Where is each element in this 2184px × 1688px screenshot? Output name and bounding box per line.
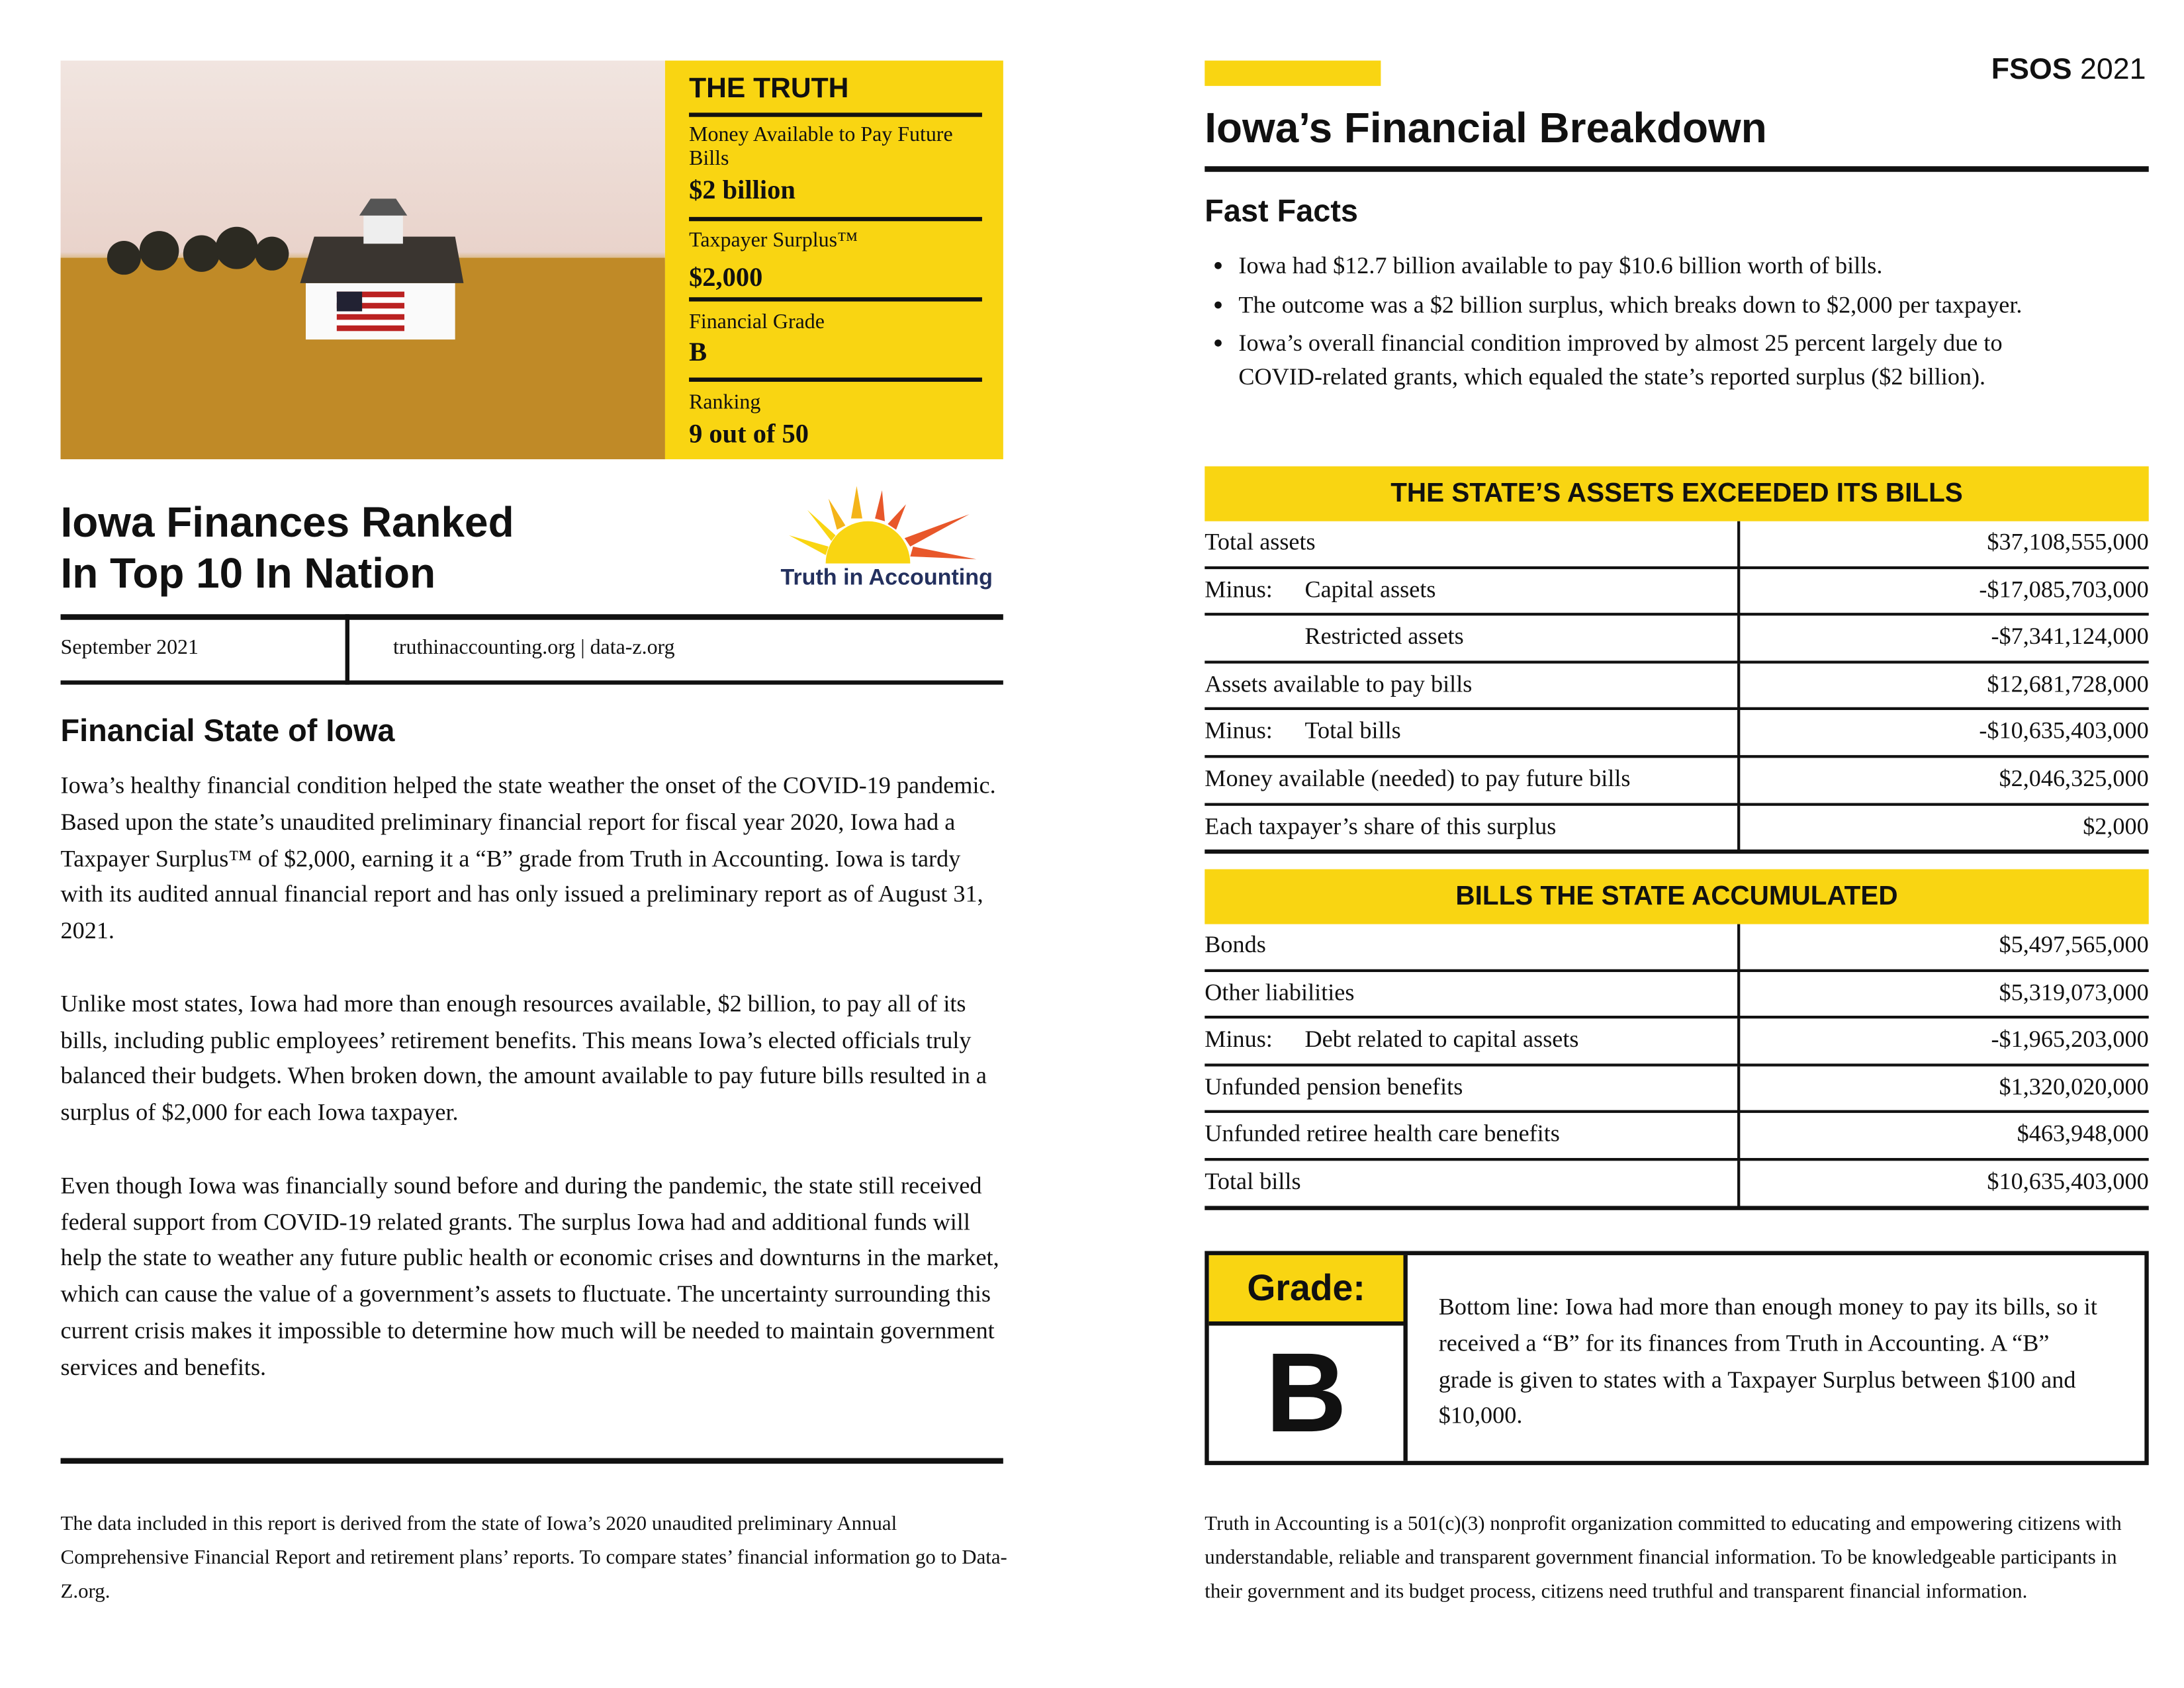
- divider: [689, 112, 982, 116]
- table-row: [1205, 971, 2148, 1019]
- title-line: In Top 10 In Nation: [60, 551, 436, 598]
- accent-bar: [1205, 61, 1381, 86]
- row-value: $1,320,020,000: [1999, 1073, 2149, 1100]
- column-divider: [1737, 971, 1740, 1019]
- assets-table-heading: THE STATE’S ASSETS EXCEEDED ITS BILLS: [1205, 466, 2148, 521]
- row-value: $5,497,565,000: [1999, 931, 2149, 958]
- divider: [1403, 1255, 1407, 1461]
- table-row: [1205, 568, 2148, 616]
- table-row: [1205, 711, 2148, 758]
- divider: [689, 378, 982, 382]
- bills-table: [1205, 869, 2148, 1210]
- paragraph: Iowa’s healthy financial condition helped the state weather the onset of the COVID-19 pandemic. Based upon the state’s unaudited preliminary financial report for fiscal year 2020, Iowa had a Taxpayer Surplus™ of $2,000, earning it a “B” grade from Truth in Accounting. Iowa is tardy with its audited annual financial report and has only issued a preliminary report as of August 31, 2021.: [60, 772, 996, 944]
- truth-value: B: [689, 337, 707, 368]
- divider: [61, 1458, 1003, 1464]
- row-label-text: Total bills: [1205, 1167, 1301, 1195]
- column-divider: [1737, 711, 1740, 758]
- divider: [1205, 166, 2148, 172]
- column-divider: [1737, 663, 1740, 711]
- truth-in-accounting-logo: [772, 479, 1006, 600]
- series-label: [1991, 54, 2146, 87]
- organization-note: Truth in Accounting is a 501(c)(3) nonprofit organization committed to educating and empowering citizens with understandable, reliable and transparent government financial information. To be knowledgeable participants in their government and its budget process, citizens need truthful and transparent financial information.: [1205, 1513, 2122, 1603]
- row-label-text: Bonds: [1205, 931, 1266, 958]
- fast-fact: • Iowa’s overall financial condition improved by almost 25 percent largely due to COVID-related grants, which equaled the state’s reported surplus ($2 billion).: [1238, 327, 2083, 393]
- row-value: $12,681,728,000: [1987, 670, 2149, 697]
- row-value: -$7,341,124,000: [1991, 623, 2149, 650]
- row-label: [1205, 805, 1556, 848]
- truth-label: Ranking: [689, 391, 761, 414]
- row-value: $37,108,555,000: [1987, 528, 2149, 555]
- column-divider: [1737, 924, 1740, 972]
- row-label: [1205, 758, 1630, 800]
- row-label: [1205, 521, 1315, 564]
- column-divider: [1737, 1019, 1740, 1067]
- row-label: [1205, 568, 1435, 611]
- assets-table: [1205, 466, 2148, 854]
- table-row: [1205, 663, 2148, 711]
- row-label-text: Capital assets: [1304, 575, 1436, 603]
- row-prefix: Minus:: [1205, 717, 1273, 744]
- row-label-text: Assets available to pay bills: [1205, 670, 1473, 697]
- row-value: $10,635,403,000: [1987, 1167, 2149, 1195]
- publish-date: September 2021: [60, 637, 199, 660]
- paragraph: Unlike most states, Iowa had more than enough resources available, $2 billion, to pay all of its bills, including public employees’ retirement benefits. This means Iowa’s elected officials truly balanced their budgets. When broken down, the amount available to pay future bills resulted in a surplus of $2,000 for each Iowa taxpayer.: [60, 990, 987, 1126]
- row-value: $5,319,073,000: [1999, 978, 2149, 1006]
- table-row: [1205, 924, 2148, 972]
- table-row: [1205, 1066, 2148, 1114]
- row-value: $2,000: [2083, 812, 2149, 839]
- row-label-text: Total assets: [1205, 528, 1316, 555]
- paragraph: Even though Iowa was financially sound before and during the pandemic, the state still received federal support from COVID-19 related grants. The surplus Iowa had and additional funds will help the state to weather any future public health or economic crises and downturns in the market, which can cause the value of a government’s assets to fluctuate. The uncertainty surrounding this current crisis makes it impossible to determine how much will be needed to maintain government services and benefits.: [60, 1171, 999, 1380]
- series-name: FSOS: [1991, 53, 2072, 86]
- table-row: [1205, 805, 2148, 854]
- table-row: [1205, 1019, 2148, 1067]
- divider: [61, 614, 1003, 620]
- truth-value: $2,000: [689, 263, 763, 293]
- table-row: [1205, 1114, 2148, 1161]
- divider: [345, 614, 349, 684]
- breakdown-title: Iowa’s Financial Breakdown: [1205, 105, 1767, 152]
- row-label: [1205, 616, 1463, 658]
- row-label: [1205, 971, 1354, 1014]
- row-label: [1205, 1066, 1463, 1108]
- truth-value: $2 billion: [689, 176, 796, 206]
- row-value: -$10,635,403,000: [1979, 717, 2149, 744]
- row-prefix: Minus:: [1205, 1026, 1273, 1053]
- row-label-text: Money available (needed) to pay future bills: [1205, 764, 1631, 792]
- series-year: 2021: [2080, 53, 2146, 86]
- truth-heading: THE TRUTH: [689, 73, 849, 105]
- grade-letter: B: [1265, 1329, 1347, 1456]
- row-label-text: Other liabilities: [1205, 978, 1355, 1006]
- row-value: $2,046,325,000: [1999, 764, 2149, 792]
- truth-value: 9 out of 50: [689, 420, 809, 450]
- truth-label: Money Available to Pay Future Bills: [689, 124, 953, 171]
- fast-facts-list: [1205, 249, 2083, 399]
- title-line: Iowa Finances Ranked: [60, 500, 514, 547]
- column-divider: [1737, 616, 1740, 664]
- logo-text: Truth in Accounting: [780, 566, 993, 591]
- column-divider: [1737, 1114, 1740, 1161]
- row-label-text: Restricted assets: [1304, 623, 1464, 650]
- website-links[interactable]: truthinaccounting.org | data-z.org: [392, 637, 675, 660]
- data-source-note: The data included in this report is derived from the state of Iowa’s 2020 unaudited preliminary Annual Comprehensive Financial Report and retirement plans’ reports. To compare states’ financial information go to Data-Z.org.: [60, 1513, 1007, 1603]
- table-row: [1205, 1161, 2148, 1210]
- row-label: [1205, 1019, 1578, 1061]
- row-value: -$17,085,703,000: [1979, 575, 2149, 603]
- page-title: [61, 499, 514, 600]
- divider: [61, 680, 1003, 684]
- grade-label: Grade:: [1209, 1255, 1404, 1325]
- row-value: $463,948,000: [2017, 1120, 2149, 1147]
- truth-label: Financial Grade: [689, 311, 825, 334]
- fast-fact: • Iowa had $12.7 billion available to pay $10.6 billion worth of bills.: [1238, 249, 2083, 283]
- row-label-text: Total bills: [1304, 717, 1401, 744]
- column-divider: [1737, 758, 1740, 805]
- bills-table-heading: BILLS THE STATE ACCUMULATED: [1205, 869, 2148, 924]
- table-row: [1205, 616, 2148, 664]
- body-text: [61, 768, 1008, 1386]
- fast-fact: • The outcome was a $2 billion surplus, which breaks down to $2,000 per taxpayer.: [1238, 288, 2083, 321]
- column-divider: [1737, 568, 1740, 616]
- column-divider: [1737, 805, 1740, 853]
- grade-explanation: Bottom line: Iowa had more than enough money to pay its bills, so it received a “B” for its finances from Truth in Accounting. A “B” grade is given to states with a Taxpayer Surplus between $100 and $10,000.: [1438, 1293, 2097, 1429]
- column-divider: [1737, 1161, 1740, 1208]
- row-label: [1205, 711, 1400, 753]
- row-label-text: Unfunded pension benefits: [1205, 1073, 1463, 1100]
- section-title: Financial State of Iowa: [60, 713, 395, 748]
- row-label: [1205, 924, 1266, 967]
- row-label: [1205, 663, 1472, 705]
- grade-box: [1205, 1251, 2148, 1466]
- row-label: [1205, 1114, 1560, 1156]
- sun-icon: [772, 479, 1006, 564]
- fast-facts-title: Fast Facts: [1205, 193, 1358, 228]
- divider: [689, 297, 982, 301]
- barn-photo: [61, 61, 665, 460]
- row-label-text: Unfunded retiree health care benefits: [1205, 1120, 1560, 1147]
- row-label: [1205, 1161, 1300, 1203]
- row-prefix: Minus:: [1205, 575, 1273, 603]
- row-label-text: Debt related to capital assets: [1304, 1026, 1579, 1053]
- column-divider: [1737, 1066, 1740, 1114]
- table-row: [1205, 758, 2148, 805]
- table-row: [1205, 521, 2148, 569]
- column-divider: [1737, 521, 1740, 569]
- row-label-text: Each taxpayer’s share of this surplus: [1205, 812, 1557, 839]
- truth-label: Taxpayer Surplus™: [689, 230, 858, 253]
- truth-summary-box: [665, 61, 1003, 460]
- row-value: -$1,965,203,000: [1991, 1026, 2149, 1053]
- divider: [689, 217, 982, 221]
